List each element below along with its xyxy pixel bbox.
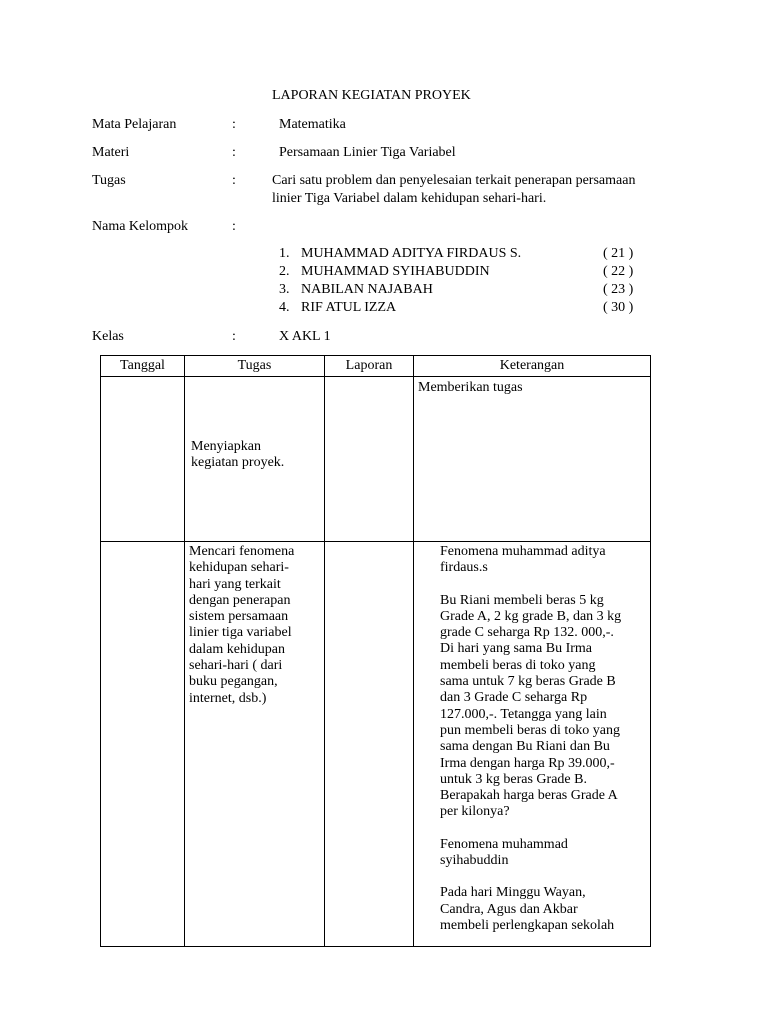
cell-line: Memberikan tugas (418, 380, 523, 395)
member-name: MUHAMMAD SYIHABUDDIN (301, 264, 490, 279)
header-tanggal: Tanggal (101, 356, 185, 377)
cell-line: hari yang terkait (189, 576, 281, 592)
member-name: RIF ATUL IZZA (301, 300, 397, 315)
cell-line: kehidupan sehari- (189, 560, 289, 576)
value-kelas: X AKL 1 (279, 329, 331, 344)
value-mata-pelajaran: Matematika (279, 117, 346, 132)
cell-line: Mencari fenomena (189, 544, 295, 559)
label-nama-kelompok: Nama Kelompok (92, 219, 189, 234)
cell-tanggal (101, 377, 185, 542)
tugas-line: linier Tiga Variabel dalam kehidupan sehari-hari. (272, 191, 547, 206)
paragraph (440, 837, 644, 870)
cell-keterangan (414, 377, 651, 542)
cell-line: sama untuk 7 kg beras Grade B (440, 674, 616, 690)
cell-laporan (325, 542, 414, 947)
cell-line: Di hari yang sama Bu Irma (440, 641, 593, 657)
label-mata-pelajaran: Mata Pelajaran (92, 117, 177, 132)
cell-line: dan 3 Grade C seharga Rp (440, 690, 588, 706)
paragraph (440, 885, 644, 934)
cell-line: sistem persamaan (189, 609, 289, 625)
cell-line: Grade A, 2 kg grade B, dan 3 kg (440, 608, 622, 624)
cell-tanggal (101, 542, 185, 947)
cell-line: Bu Riani membeli beras 5 kg (440, 592, 604, 608)
cell-line: Berapakah harga beras Grade A (440, 788, 618, 804)
member-name: MUHAMMAD ADITYA FIRDAUS S. (301, 246, 522, 261)
cell-laporan (325, 377, 414, 542)
label-kelas: Kelas (92, 329, 124, 344)
cell-line: Irma dengan harga Rp 39.000,- (440, 755, 615, 771)
cell-line: linier tiga variabel (189, 625, 292, 641)
label-tugas: Tugas (92, 173, 126, 188)
colon-nama-kelompok: : (232, 219, 236, 234)
colon-materi: : (232, 145, 236, 160)
member-absen: ( 22 ) (603, 264, 634, 279)
cell-tugas (185, 542, 325, 947)
cell-line: buku pegangan, (189, 674, 278, 690)
header-laporan: Laporan (325, 356, 414, 377)
member-number: 3. (279, 282, 290, 297)
cell-line: membeli beras di toko yang (440, 657, 596, 673)
cell-line: sama dengan Bu Riani dan Bu (440, 739, 610, 755)
cell-line: kegiatan proyek. (191, 455, 285, 471)
paragraph (440, 593, 644, 821)
report-title: LAPORAN KEGIATAN PROYEK (272, 88, 471, 103)
cell-line: Fenomena muhammad (440, 836, 568, 852)
cell-line: grade C seharga Rp 132. 000,-. (440, 625, 614, 641)
paragraph (440, 544, 644, 577)
cell-line: sehari-hari ( dari (189, 658, 283, 674)
table-header-row (101, 356, 651, 377)
cell-line: firdaus.s (440, 560, 488, 576)
table-row (101, 377, 651, 542)
cell-line: Menyiapkan (191, 439, 261, 454)
cell-line: dengan penerapan (189, 592, 291, 608)
cell-line: untuk 3 kg beras Grade B. (440, 771, 587, 787)
member-number: 4. (279, 300, 290, 315)
header-keterangan: Keterangan (414, 356, 651, 377)
tugas-line: Cari satu problem dan penyelesaian terkait penerapan persamaan (272, 173, 636, 188)
header-tugas: Tugas (185, 356, 325, 377)
cell-line: Candra, Agus dan Akbar (440, 901, 578, 917)
member-absen: ( 30 ) (603, 300, 634, 315)
cell-line: membeli perlengkapan sekolah (440, 917, 615, 933)
cell-keterangan (414, 542, 651, 947)
activity-table (100, 355, 651, 947)
member-absen: ( 23 ) (603, 282, 634, 297)
label-materi: Materi (92, 145, 130, 160)
colon-kelas: : (232, 329, 236, 344)
value-materi: Persamaan Linier Tiga Variabel (279, 145, 456, 160)
cell-line: Fenomena muhammad aditya (440, 544, 606, 559)
value-tugas (272, 172, 692, 208)
cell-line: dalam kehidupan (189, 641, 286, 657)
member-number: 1. (279, 246, 290, 261)
table-row (101, 542, 651, 947)
colon-tugas: : (232, 173, 236, 188)
cell-line: per kilonya? (440, 804, 510, 820)
cell-line: pun membeli beras di toko yang (440, 722, 621, 738)
colon-mata-pelajaran: : (232, 117, 236, 132)
member-number: 2. (279, 264, 290, 279)
cell-tugas (185, 377, 325, 542)
cell-line: syihabuddin (440, 853, 509, 869)
cell-line: 127.000,-. Tetangga yang lain (440, 706, 607, 722)
member-name: NABILAN NAJABAH (301, 282, 433, 297)
cell-line: internet, dsb.) (189, 690, 267, 706)
member-absen: ( 21 ) (603, 246, 634, 261)
cell-line: Pada hari Minggu Wayan, (440, 885, 586, 901)
